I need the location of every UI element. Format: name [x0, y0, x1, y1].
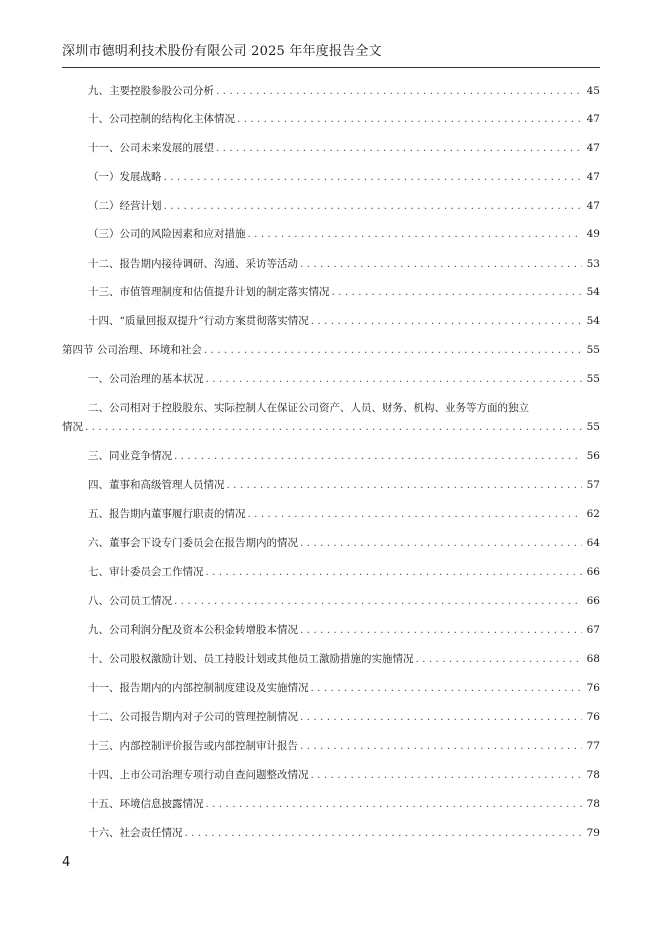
toc-entry-multiline[interactable]	[62, 401, 600, 435]
toc-leader-dots	[248, 227, 583, 242]
toc-entry-title: 十、公司股权激励计划、员工持股计划或其他员工激励措施的实施情况	[88, 653, 414, 665]
toc-entry-title: 情况	[62, 421, 83, 433]
toc-entry-title: 十三、内部控制评价报告或内部控制审计报告	[88, 740, 298, 752]
toc-entry-title: 五、报告期内董事履行职责的情况	[88, 508, 246, 520]
toc-entry[interactable]	[62, 507, 600, 522]
toc-leader-dots	[164, 199, 583, 214]
toc-entry-page: 57	[586, 479, 600, 491]
toc-leader-dots	[227, 478, 583, 493]
toc-entry-title: 四、董事和高级管理人员情况	[88, 479, 225, 491]
toc-entry-page: 78	[586, 769, 600, 781]
toc-entry[interactable]	[62, 285, 600, 300]
toc-entry[interactable]	[62, 141, 600, 156]
toc-entry-page: 47	[586, 142, 600, 154]
toc-entry-title: 十二、公司报告期内对子公司的管理控制情况	[88, 711, 298, 723]
toc-entry[interactable]	[62, 739, 600, 754]
toc-entry-page: 53	[586, 258, 600, 270]
toc-leader-dots	[164, 170, 583, 185]
toc-leader-dots	[174, 449, 582, 464]
toc-leader-dots	[204, 343, 582, 358]
toc-entry[interactable]	[62, 199, 600, 214]
toc-entry-page: 76	[586, 711, 600, 723]
toc-entry-page: 54	[586, 315, 600, 327]
toc-entry-title-line1: 二、公司相对于控股股东、实际控制人在保证公司资产、人员、财务、机构、业务等方面的独立	[88, 402, 529, 414]
toc-entry-title: 十三、市值管理制度和估值提升计划的制定落实情况	[88, 286, 330, 298]
toc-entry-title: 九、公司利润分配及资本公积金转增股本情况	[88, 624, 298, 636]
toc-entry[interactable]	[62, 594, 600, 609]
toc-entry-title: 十六、社会责任情况	[88, 827, 183, 839]
toc-entry-page: 47	[586, 113, 600, 125]
toc-leader-dots	[237, 112, 582, 127]
toc-leader-dots	[300, 739, 582, 754]
toc-entry[interactable]	[62, 710, 600, 725]
toc-entry-page: 68	[586, 653, 600, 665]
toc-leader-dots	[174, 594, 582, 609]
toc-entry[interactable]	[62, 768, 600, 783]
toc-entry-page: 64	[586, 537, 600, 549]
toc-entry-page: 78	[586, 798, 600, 810]
toc-entry[interactable]	[62, 652, 600, 667]
toc-entry-page: 47	[586, 200, 600, 212]
toc-entry-title: （二）经营计划	[88, 200, 162, 212]
toc-entry[interactable]	[62, 257, 600, 272]
toc-entry-page: 55	[586, 344, 600, 356]
toc-entry-page: 77	[586, 740, 600, 752]
toc-entry[interactable]	[62, 112, 600, 127]
toc-entry-page: 47	[586, 171, 600, 183]
toc-entry-title: 十四、“质量回报双提升”行动方案贯彻落实情况	[88, 315, 309, 327]
toc-leader-dots	[206, 565, 583, 580]
toc-leader-dots	[216, 141, 582, 156]
toc-entry-page: 62	[586, 508, 600, 520]
toc-entry[interactable]	[62, 536, 600, 551]
toc-leader-dots	[300, 536, 582, 551]
toc-leader-dots	[311, 768, 583, 783]
toc-entry-page: 55	[586, 373, 600, 385]
toc-leader-dots	[248, 507, 583, 522]
toc-entry-title: 三、同业竞争情况	[88, 450, 172, 462]
toc-entry-title: 一、公司治理的基本状况	[88, 373, 204, 385]
toc-entry-title: 十一、公司未来发展的展望	[88, 142, 214, 154]
page-number: 4	[62, 855, 71, 870]
toc-leader-dots	[416, 652, 583, 667]
toc-entry-page: 54	[586, 286, 600, 298]
toc-leader-dots	[185, 826, 583, 841]
toc-entry-page: 79	[586, 827, 600, 839]
toc-leader-dots	[300, 710, 582, 725]
toc-entry[interactable]	[62, 623, 600, 638]
toc-entry[interactable]	[62, 170, 600, 185]
toc-entry[interactable]	[62, 227, 600, 242]
toc-entry-page: 49	[586, 228, 600, 240]
toc-entry[interactable]	[62, 565, 600, 580]
toc-entry-title: 十、公司控制的结构化主体情况	[88, 113, 235, 125]
toc-entry-title: 十一、报告期内的内部控制制度建设及实施情况	[88, 682, 309, 694]
toc-entry-title: 第四节 公司治理、环境和社会	[62, 344, 202, 356]
toc-entry[interactable]	[62, 372, 600, 387]
toc-entry[interactable]	[62, 478, 600, 493]
report-header-title: 深圳市德明利技术股份有限公司 2025 年年度报告全文	[62, 44, 382, 59]
toc-entry[interactable]	[62, 826, 600, 841]
toc-leader-dots	[85, 420, 582, 435]
toc-entry[interactable]	[62, 797, 600, 812]
toc-leader-dots	[206, 372, 583, 387]
toc-entry-title: 十五、环境信息披露情况	[88, 798, 204, 810]
toc-entry[interactable]	[62, 449, 600, 464]
toc-leader-dots	[216, 84, 582, 99]
toc-entry-title: 八、公司员工情况	[88, 595, 172, 607]
toc-entry-title: 九、主要控股参股公司分析	[88, 85, 214, 97]
toc-entry-title: 十四、上市公司治理专项行动自查问题整改情况	[88, 769, 309, 781]
toc-leader-dots	[311, 314, 582, 329]
toc-entry-title: 十二、报告期内接待调研、沟通、采访等活动	[88, 258, 298, 270]
toc-entry-page: 67	[586, 624, 600, 636]
toc-entry-page: 55	[586, 421, 600, 433]
toc-entry-title: （一）发展战略	[88, 171, 162, 183]
header-rule	[62, 67, 600, 68]
toc-leader-dots	[311, 681, 583, 696]
toc-entry-page: 45	[586, 85, 600, 97]
toc-leader-dots	[300, 257, 582, 272]
toc-entry-page: 56	[586, 450, 600, 462]
toc-entry-title: （三）公司的风险因素和应对措施	[88, 228, 246, 240]
toc-leader-dots	[332, 285, 583, 300]
toc-entry-page: 66	[586, 566, 600, 578]
toc-entry-title: 六、董事会下设专门委员会在报告期内的情况	[88, 537, 298, 549]
toc-leader-dots	[300, 623, 582, 638]
toc-section-entry[interactable]	[62, 343, 600, 358]
toc-leader-dots	[206, 797, 583, 812]
toc-entry[interactable]	[62, 681, 600, 696]
toc-entry[interactable]	[62, 84, 600, 99]
toc-entry[interactable]	[62, 314, 600, 329]
toc-entry-page: 76	[586, 682, 600, 694]
toc-entry-page: 66	[586, 595, 600, 607]
toc-entry-title: 七、审计委员会工作情况	[88, 566, 204, 578]
